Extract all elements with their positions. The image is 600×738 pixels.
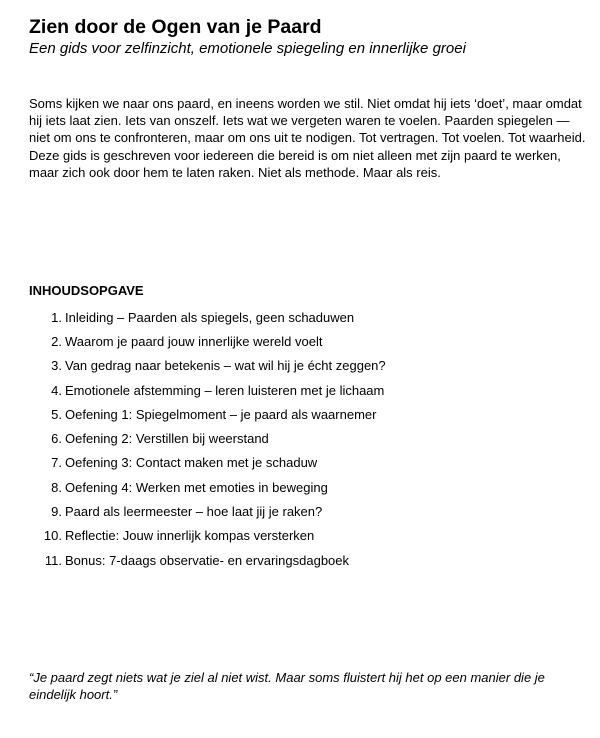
toc-item-number: 11. — [44, 552, 62, 568]
toc-item — [29, 451, 386, 475]
toc-item-number: 5. — [51, 406, 62, 422]
toc-item-text: Inleiding – Paarden als spiegels, geen schaduwen — [65, 309, 355, 325]
toc-item-text: Oefening 4: Werken met emoties in beweging — [65, 479, 328, 495]
toc-item-text: Van gedrag naar betekenis – wat wil hij je écht zeggen? — [65, 358, 386, 374]
toc-item-text: Paard als leermeester – hoe laat jij je raken? — [65, 504, 323, 520]
toc-item — [29, 475, 386, 499]
toc-item-text: Bonus: 7-daags observatie- en ervaringsdagboek — [65, 552, 350, 568]
toc-item-number: 8. — [51, 479, 62, 495]
table-of-contents — [29, 305, 386, 572]
toc-item-number: 9. — [51, 504, 62, 520]
toc-item-number: 3. — [51, 358, 62, 374]
toc-item-text: Reflectie: Jouw innerlijk kompas versterken — [65, 528, 315, 544]
toc-item — [29, 378, 386, 402]
toc-item-number: 10. — [43, 528, 62, 544]
toc-item — [29, 329, 386, 353]
toc-item — [29, 354, 386, 378]
toc-item-number: 6. — [51, 431, 62, 447]
toc-item — [29, 426, 386, 450]
toc-item-text: Oefening 3: Contact maken met je schaduw — [65, 455, 318, 471]
toc-item-text: Oefening 1: Spiegelmoment – je paard als waarnemer — [65, 406, 377, 422]
document-subtitle: Een gids voor zelfinzicht, emotionele spiegeling en innerlijke groei — [29, 40, 466, 57]
toc-item — [29, 402, 386, 426]
toc-item — [29, 499, 386, 523]
toc-heading: INHOUDSOPGAVE — [29, 283, 144, 298]
toc-item-number: 4. — [51, 382, 62, 398]
intro-paragraph: Soms kijken we naar ons paard, en ineens worden we stil. Niet omdat hij iets ‘doet’, maar omdat hij iets laat zien. Iets van onszelf. Iets wat we vergeten waren te voelen. Paarden spiegelen — niet om ons te confronteren, maar om ons uit te nodigen. Tot vertragen. Tot voelen. Tot waarheid. Deze gids is geschreven voor iedereen die bereid is om niet alleen met zijn paard te werken, maar zich ook door hem te laten raken. Niet als methode. Maar als reis. — [29, 96, 586, 180]
toc-item-text: Oefening 2: Verstillen bij weerstand — [65, 431, 269, 447]
closing-quote: “Je paard zegt niets wat je ziel al niet wist. Maar soms fluistert hij het op een manier die je eindelijk hoort.” — [29, 670, 545, 703]
toc-item-number: 1. — [51, 309, 62, 325]
toc-item-text: Waarom je paard jouw innerlijke wereld voelt — [65, 333, 323, 349]
toc-item-number: 7. — [51, 455, 62, 471]
toc-item — [29, 524, 386, 548]
document-title: Zien door de Ogen van je Paard — [29, 16, 322, 38]
toc-item-text: Emotionele afstemming – leren luisteren met je lichaam — [65, 382, 385, 398]
toc-item-number: 2. — [51, 333, 62, 349]
toc-item — [29, 305, 386, 329]
toc-item — [29, 548, 386, 572]
